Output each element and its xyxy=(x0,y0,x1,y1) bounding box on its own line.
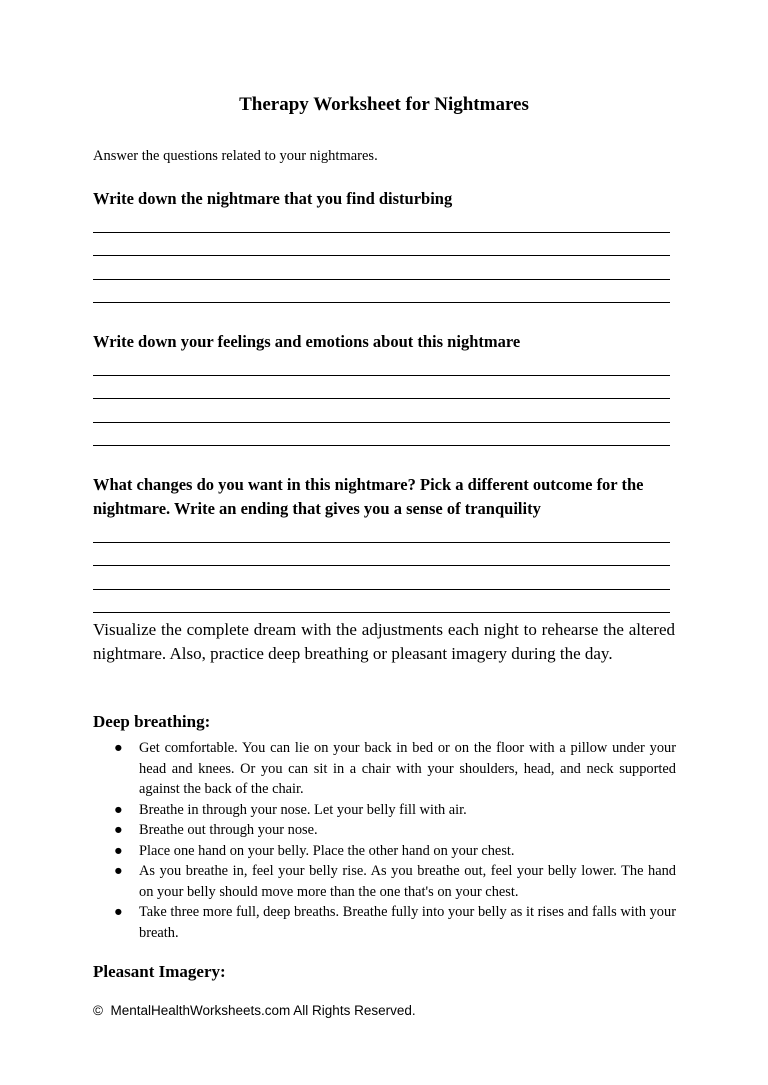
answer-line xyxy=(93,209,670,233)
list-item xyxy=(114,820,676,841)
page-title: Therapy Worksheet for Nightmares xyxy=(239,94,529,115)
bullet-dot-icon: ● xyxy=(114,740,123,756)
answer-line xyxy=(93,376,670,400)
deep-breathing-list xyxy=(114,738,676,943)
list-item-text: Place one hand on your belly. Place the other hand on your chest. xyxy=(139,842,515,859)
copyright-text: MentalHealthWorksheets.com All Rights Reserved. xyxy=(110,1003,416,1018)
list-item-text: Take three more full, deep breaths. Breathe fully into your belly as it rises and falls with your breath. xyxy=(139,904,676,941)
deep-breathing-heading: Deep breathing: xyxy=(93,712,211,731)
intro-text: Answer the questions related to your nightmares. xyxy=(93,148,378,164)
answer-line xyxy=(93,399,670,423)
copyright-icon: © xyxy=(93,1003,103,1018)
answer-line xyxy=(93,566,670,590)
bullet-dot-icon: ● xyxy=(114,801,123,818)
bullet-dot-icon: ● xyxy=(114,863,123,879)
list-item xyxy=(114,738,676,800)
list-item-text: Breathe out through your nose. xyxy=(139,822,318,838)
bullet-dot-icon: ● xyxy=(114,904,123,920)
list-item-text: As you breathe in, feel your belly rise. As you breathe out, feel your belly lower. The hand on your belly should move more than the one that's on your chest. xyxy=(139,863,676,900)
answer-line xyxy=(93,543,670,567)
bullet-dot-icon: ● xyxy=(114,822,123,838)
answer-line xyxy=(93,519,670,543)
answer-line xyxy=(93,590,670,614)
list-item xyxy=(114,841,676,862)
bullet-dot-icon: ● xyxy=(114,842,123,859)
copyright-footer xyxy=(93,1003,416,1018)
answer-lines-1 xyxy=(93,209,670,303)
list-item-text: Get comfortable. You can lie on your back in bed or on the floor with a pillow under your head and knees. Or you can sit in a chair with your shoulders, head, and neck supported against the back of the chair. xyxy=(139,740,676,797)
visualize-paragraph: Visualize the complete dream with the adjustments each night to rehearse the altered nightmare. Also, practice deep breathing or pleasant imagery during the day. xyxy=(93,620,675,663)
answer-line xyxy=(93,280,670,304)
answer-line xyxy=(93,423,670,447)
pleasant-imagery-heading: Pleasant Imagery: xyxy=(93,962,226,981)
answer-line xyxy=(93,352,670,376)
question-1: Write down the nightmare that you find disturbing xyxy=(93,189,453,208)
list-item xyxy=(114,861,676,902)
answer-lines-2 xyxy=(93,352,670,446)
list-item xyxy=(114,902,676,943)
answer-line xyxy=(93,256,670,280)
question-2: Write down your feelings and emotions about this nightmare xyxy=(93,332,521,351)
list-item-text: Breathe in through your nose. Let your belly fill with air. xyxy=(139,801,467,818)
question-3: What changes do you want in this nightmare? Pick a different outcome for the nightmare. Write an ending that gives you a sense of tranquility xyxy=(93,475,644,518)
answer-lines-3 xyxy=(93,519,670,613)
list-item xyxy=(114,800,676,821)
answer-line xyxy=(93,233,670,257)
